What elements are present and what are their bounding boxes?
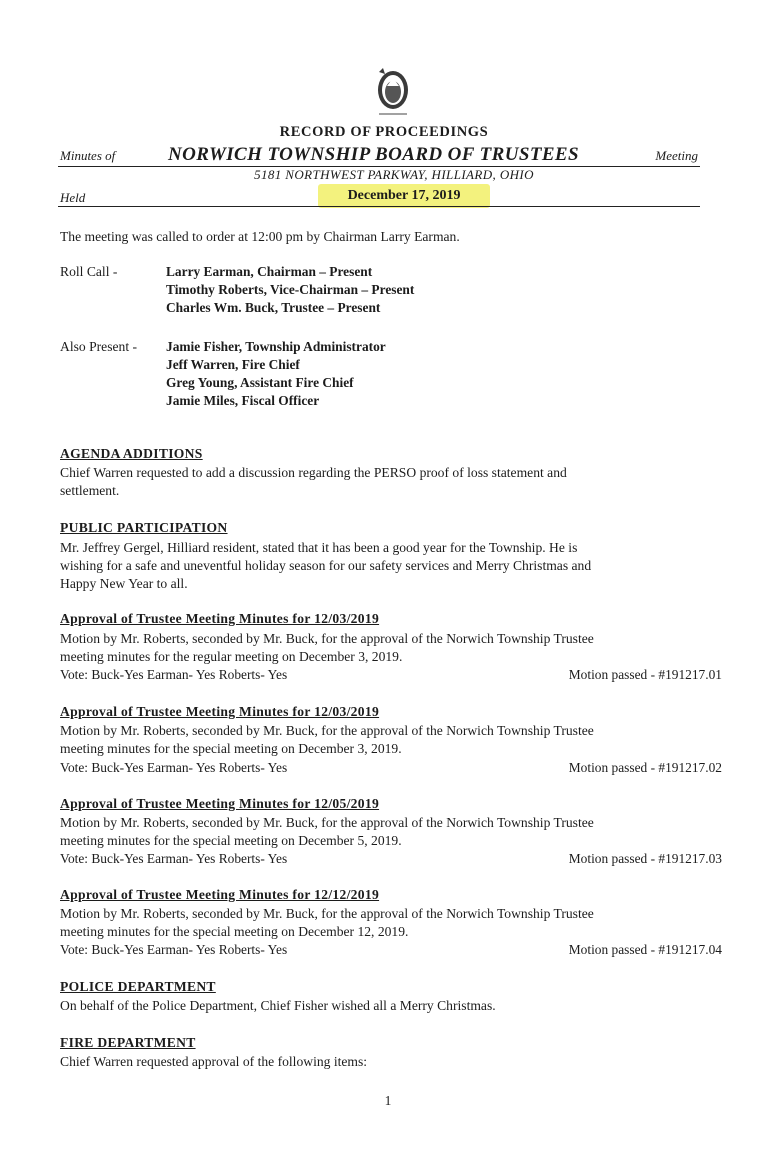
held-label: Held [60,190,86,205]
text-line: meeting minutes for the regular meeting on December 3, 2019. [60,649,403,664]
approval-heading: Approval of Trustee Meeting Minutes for 12/03/2019 [60,704,380,719]
meeting-label: Meeting [655,148,698,163]
approval-text [60,905,710,941]
motion-result: Motion passed - #191217.04 [568,942,722,957]
date-highlight [318,184,490,208]
text-line: Mr. Jeffrey Gergel, Hilliard resident, stated that it has been a good year for the Township. He is [60,540,578,555]
fire-department-text: Chief Warren requested approval of the following items: [60,1054,368,1069]
roll-call-name: Charles Wm. Buck, Trustee – Present [166,300,381,315]
township-seal-icon [371,66,415,120]
approval-text [60,814,710,850]
police-department-text: On behalf of the Police Department, Chief Fisher wished all a Merry Christmas. [60,998,496,1013]
police-department-heading: POLICE DEPARTMENT [60,979,216,994]
text-line: Chief Warren requested to add a discussion regarding the PERSO proof of loss statement and [60,465,567,480]
page-number: 1 [384,1093,392,1108]
also-present-names [166,338,386,410]
roll-call-name: Larry Earman, Chairman – Present [166,264,373,279]
motion-result: Motion passed - #191217.02 [568,760,722,775]
vote-text: Vote: Buck-Yes Earman- Yes Roberts- Yes [60,942,288,957]
board-header [58,142,700,168]
vote-text: Vote: Buck-Yes Earman- Yes Roberts- Yes [60,667,288,682]
motion-result: Motion passed - #191217.01 [568,667,722,682]
approval-heading: Approval of Trustee Meeting Minutes for 12/12/2019 [60,887,380,902]
meeting-date: December 17, 2019 [347,188,461,203]
also-present-label: Also Present - [60,339,138,354]
also-present-name: Jamie Miles, Fiscal Officer [166,393,320,408]
address: 5181 NORTHWEST PARKWAY, HILLIARD, OHIO [254,167,534,182]
text-line: Motion by Mr. Roberts, seconded by Mr. Buck, for the approval of the Norwich Township Trustee [60,815,594,830]
text-line: wishing for a safe and uneventful holiday season for our safety services and Merry Christmas and [60,558,592,573]
intro-text: The meeting was called to order at 12:00 pm by Chairman Larry Earman. [60,229,460,244]
text-line: Motion by Mr. Roberts, seconded by Mr. Buck, for the approval of the Norwich Township Trustee [60,631,594,646]
text-line: meeting minutes for the special meeting on December 5, 2019. [60,833,402,848]
board-name: NORWICH TOWNSHIP BOARD OF TRUSTEES [168,144,579,165]
approval-text [60,630,710,666]
public-participation-heading: PUBLIC PARTICIPATION [60,520,228,535]
fire-department-heading: FIRE DEPARTMENT [60,1035,196,1050]
roll-call-label: Roll Call - [60,264,118,279]
roll-call-names [166,263,414,317]
text-line: Motion by Mr. Roberts, seconded by Mr. Buck, for the approval of the Norwich Township Trustee [60,906,594,921]
vote-row [60,942,722,960]
header-rule-bottom [58,206,700,207]
also-present-name: Greg Young, Assistant Fire Chief [166,375,354,390]
public-participation-text [60,539,710,593]
text-line: Happy New Year to all. [60,576,188,591]
approval-heading: Approval of Trustee Meeting Minutes for 12/05/2019 [60,796,380,811]
also-present-name: Jamie Fisher, Township Administrator [166,339,386,354]
text-line: meeting minutes for the special meeting on December 3, 2019. [60,741,402,756]
motion-result: Motion passed - #191217.03 [568,851,722,866]
text-line: settlement. [60,483,120,498]
text-line: Motion by Mr. Roberts, seconded by Mr. Buck, for the approval of the Norwich Township Trustee [60,723,594,738]
vote-row [60,851,722,869]
also-present-name: Jeff Warren, Fire Chief [166,357,300,372]
vote-row [60,667,722,685]
roll-call-name: Timothy Roberts, Vice-Chairman – Present [166,282,415,297]
approval-text [60,722,710,758]
agenda-additions-text [60,464,710,500]
record-title: RECORD OF PROCEEDINGS [279,124,489,140]
text-line: meeting minutes for the special meeting on December 12, 2019. [60,924,409,939]
vote-text: Vote: Buck-Yes Earman- Yes Roberts- Yes [60,760,288,775]
vote-text: Vote: Buck-Yes Earman- Yes Roberts- Yes [60,851,288,866]
approval-heading: Approval of Trustee Meeting Minutes for 12/03/2019 [60,611,380,626]
vote-row [60,760,722,778]
minutes-of-label: Minutes of [60,148,116,163]
agenda-additions-heading: AGENDA ADDITIONS [60,446,203,461]
